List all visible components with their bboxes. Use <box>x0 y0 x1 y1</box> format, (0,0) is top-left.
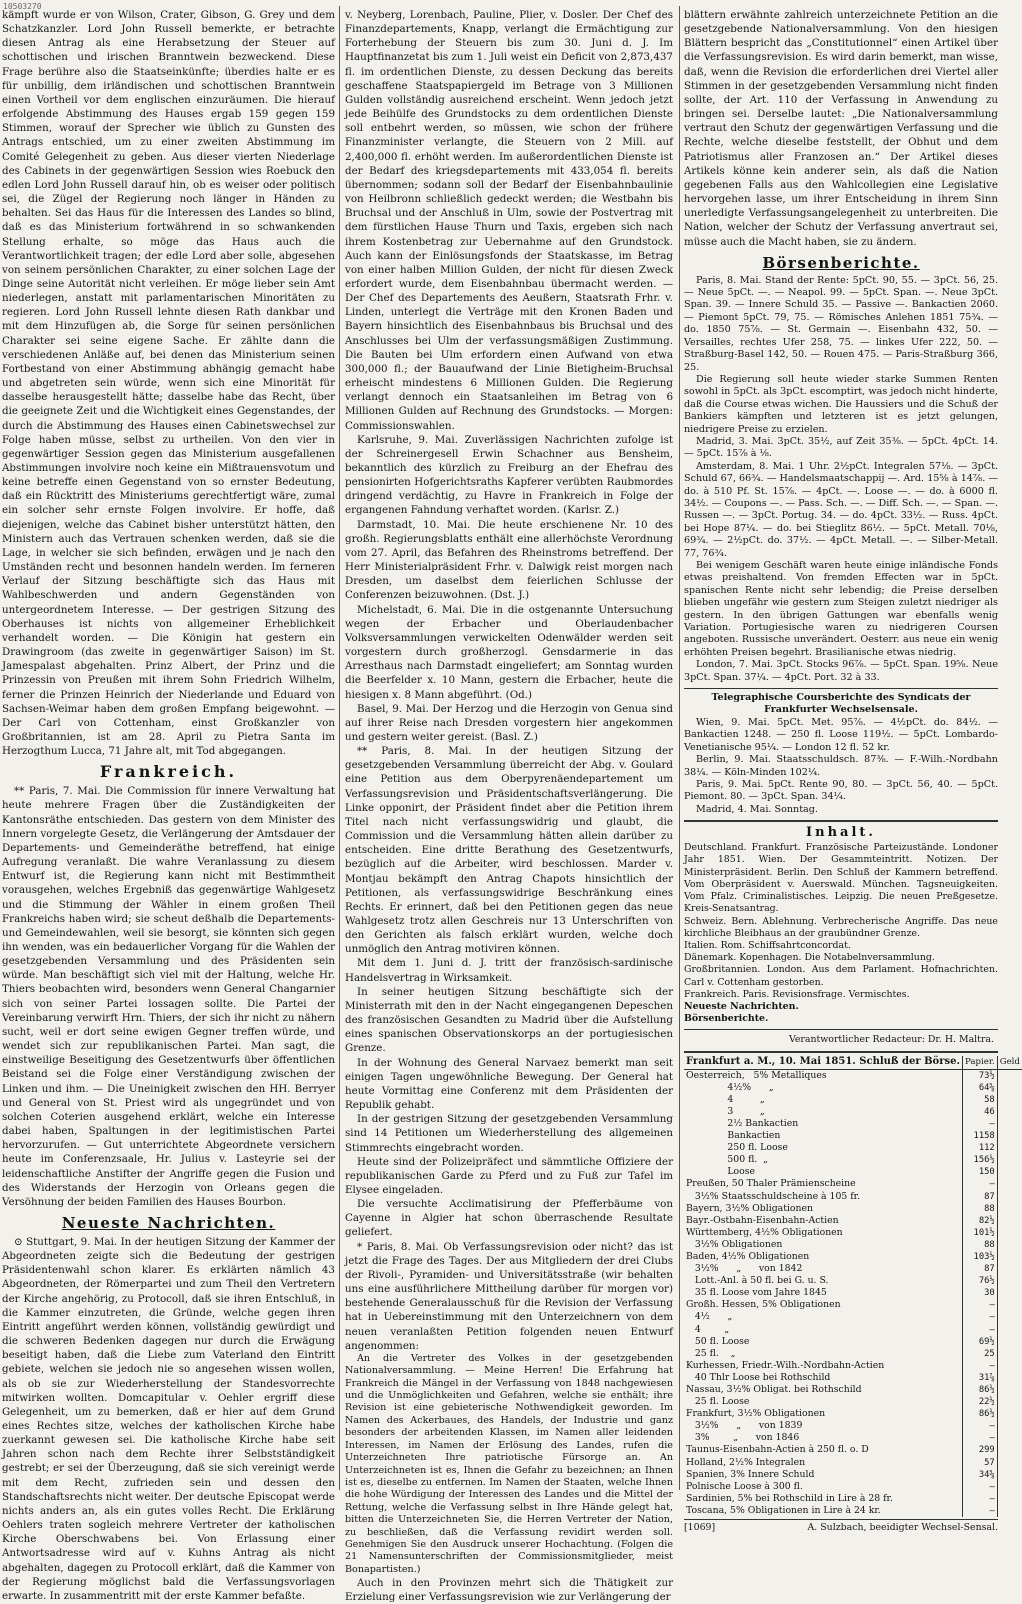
exchange-row-papier: 103½ <box>962 1251 997 1263</box>
article-paris-narvaez: In der Wohnung des General Narvaez bemerkt man seit einigen Tagen ungewöhnliche Bewegung. Der General hat heute Vormittag eine Conferenz mit dem Präsidenten der Republik gehabt. <box>345 1056 673 1112</box>
contents-deutschland: Deutschland. Frankfurt. Französische Parteizustände. Londoner Jahr 1851. Wien. Der Gesammteintritt. Notizen. Der Ministerpräsident. Berlin. Den Schluß der Kammern betreffend. Vom Oberpräsident v. Auerswald. München. Tagsneuigkeiten. Vom Pfalz. Criminalistisches. Leipzig. Die neuen Preßgesetze. Kreis-Senatsantrag. <box>684 842 998 915</box>
exchange-row-geld <box>997 1275 1022 1287</box>
exchange-row-label: 4 „ <box>686 1093 765 1105</box>
exchange-row-label: Großh. Hessen, 5% Obligationen <box>686 1299 841 1311</box>
contents-boerse: Börsenberichte. <box>684 1013 769 1025</box>
exchange-row-label: Toscana, 5% Obligationen in Lire à 24 kr. <box>686 1504 881 1516</box>
exchange-row-geld <box>997 1360 1022 1372</box>
exchange-row-label: 3½% „ von 1842 <box>686 1263 803 1275</box>
exchange-row-papier: 30 <box>962 1287 997 1299</box>
exchange-row-papier: 86½ <box>962 1408 997 1420</box>
exchange-row-geld <box>997 1444 1022 1456</box>
exchange-row <box>684 1227 1022 1239</box>
exchange-row-geld <box>997 1215 1022 1227</box>
exchange-row-papier: 58 <box>962 1094 997 1106</box>
exchange-row <box>684 1360 1022 1372</box>
exchange-row-geld <box>997 1251 1022 1263</box>
exchange-row-papier: 88 <box>962 1239 997 1251</box>
article-paris-ministerrath: In seiner heutigen Sitzung beschäftigte sich der Ministerrath mit den in der Nacht eingegangenen Depeschen des französischen Gesandten zu Madrid über die Aufstellung eines spanischen Observationskorps an der portugiesischen Grenze. <box>345 985 673 1055</box>
exchange-row-papier: 150 <box>962 1166 997 1178</box>
exchange-row-papier: 82½ <box>962 1215 997 1227</box>
article-petition-text: An die Vertreter des Volkes in der gesetzgebenden Nationalversammlung. — Meine Herren! Die Erfahrung hat Frankreich die Mängel in der Verfassung von 1848 nachgewiesen und die Unmöglichkeiten und Gefahren, welche sie enthält; ihre Revision ist eine gebieterische Nothwendigkeit geworden. Im Namen des Ackerbaues, des Handels, der Industrie und ganz besonders der arbeitenden Klassen, im Namen aller leidenden Interessen, im Namen der Erlösung des Landes, rufen die Unterzeichneten Ihre patriotische Fürsorge an. An Unterzeichneten ist es, Ihnen die Gefahr zu bezeichnen; an Ihnen ist es, dieselbe zu entfernen. Im Namen der Staaten, welche Ihnen die hohe Würdigung der Interessen des Landes und die Mittel der Rettung, welche die Verfassung selbst in Ihre Hände gelegt hat, bitten die Unterzeichneten Sie, die Herren Vertreter der Nation, zu beschließen, daß die Verfassung revidirt werden soll. Genehmigen Sie den Ausdruck unserer Hochachtung. (Folgen die 21 Namensunterschriften der Commissionsmitglieder, meist Bonapartisten.) <box>345 1352 673 1575</box>
exchange-row-geld <box>997 1372 1022 1384</box>
divider <box>684 1051 998 1053</box>
exchange-row-label: Preußen, 50 Thaler Prämienscheine <box>686 1178 856 1190</box>
exchange-row <box>684 1275 1022 1287</box>
footer-number: [1069] <box>684 1522 716 1534</box>
exchange-row-papier: 46 <box>962 1106 997 1118</box>
exchange-row <box>684 1469 1022 1481</box>
exchange-row-geld <box>997 1299 1022 1311</box>
exchange-row-geld <box>997 1324 1022 1336</box>
exchange-row <box>684 1215 1022 1227</box>
exchange-row-papier: — <box>962 1299 997 1311</box>
exchange-row-label: Württemberg, 4½% Obligationen <box>686 1226 843 1238</box>
exchange-row-geld <box>997 1227 1022 1239</box>
exchange-row-label: 4½% „ <box>686 1081 774 1093</box>
contents-heading: Inhalt. <box>806 825 876 841</box>
exchange-row-papier: 22½ <box>962 1396 997 1408</box>
exchange-row <box>684 1299 1022 1311</box>
exchange-row-label: Loose <box>686 1166 756 1178</box>
exchange-row-geld <box>997 1082 1022 1094</box>
article-england-parliament: kämpft wurde er von Wilson, Crater, Gibson, G. Grey und dem Schatzkanzler. Lord John Russell bemerkte, er betrachte diesen Antrag als eine Herabsetzung der Steuer auf schottischen und irischen Branntwein bezweckend. Diese Frage berühre also die Staatseinkünfte; überdies halte er es für unbillig, dem irländischen und schottischen Branntwein einen Vortheil vor dem englischen einzuräumen. Die hierauf erfolgende Abstimmung des Hauses ergab 159 gegen 159 Stimmen, worauf der Sprecher wie üblich zu Gunsten des Antrags entschied, um zu einer zweiten Abstimmung im Comité Gelegenheit zu geben. Aus dieser vierten Niederlage des Cabinets in der gegenwärtigen Session wies Roebuck den edlen Lord John Russell darauf hin, ob es weiser oder politisch sei, die Zügel der Regierung noch länger in Händen zu behalten. Sei das Haus für die Interessen des Landes so blind, daß es das Ministerium fortwährend in so schwankenden Stellung erhalte, so möge das Haus auch die Verantwortlichkeit tragen; der edle Lord aber solle, abgesehen von seinem persönlichen Charakter, zu einer solchen Lage der Dinge seine Autorität nicht verleihen. Er möge lieber sein Amt niederlegen, anstatt mit parlamentarischen Minoritäten zu regieren. Lord John Russell lehnte diesen Rath dankbar und mit dem Hinzufügen ab, die Sorge für seinen persönlichen Charakter sei seine eigene Sache. Er zählte dann die verschiedenen Anläße auf, bei denen das Ministerium seinen Fortbestand von einer Abstimmung abhängig gemacht habe und abgetreten sein würde, wenn sich eine Minorität für dasselbe herausgestellt hätte; dasselbe habe das Recht, über die geeignete Zeit und die Wichtigkeit eines Gegenstandes, der durch die Abstimmung des Hauses einen Cabinetswechsel zur Folge haben müsse, selbst zu urtheilen. Von den vier in gegenwärtiger Session gegen das Ministerium ausgefallenen Abstimmungen involvire noch keine ein Mißtrauensvotum und keine betreffe einen Gegenstand von so ernster Bedeutung, daß ein Rücktritt des Ministeriums gerechtfertigt wäre, zumal ein solcher sehr ernste Folgen involvire. Er hoffe, daß diejenigen, welche das Cabinet bisher unterstützt hätten, den Ministern auch das Vertrauen schenken werden, daß sie die Lage, in welcher sie sich befinden, erwägen und je nach den Umständen recht und besonnen handeln werden. Im ferneren Verlauf der Sitzung beschäftigte sich das Haus mit Wahlbeschwerden und andern Gegenständen von untergeordnetem Interesse. — Der gestrigen Sitzung des Oberhauses ist nichts von allgemeiner Erheblichkeit verhandelt worden. — Die Königin hat gestern ein Drawingroom (das zweite in gegenwärtiger Saison) im St. Jamespalast abgehalten. Prinz Albert, der Prinz und die Prinzessin von Preußen mit ihrem Sohn Friedrich Wilhelm, ferner die Prinzen Heinrich der Niederlande und Eduard von Sachsen-Weimar haben dem großen Empfang beigewohnt. — Der Carl von Cottenham, einst Großkanzler von Großbritannien, ist am 28. April zu Pietra Santa im Herzogthum Lucca, 71 Jahre alt, mit Tod abgegangen. <box>2 9 335 758</box>
exchange-row-label: Taunus-Eisenbahn-Actien à 250 fl. o. D <box>686 1444 869 1456</box>
exchange-row-geld <box>997 1263 1022 1275</box>
exchange-row <box>684 1311 1022 1323</box>
exchange-row-geld <box>997 1408 1022 1420</box>
contents-italien: Italien. Rom. Schiffsahrtconcordat. <box>684 939 851 951</box>
exchange-row-geld <box>997 1493 1022 1505</box>
exchange-row-geld <box>997 1396 1022 1408</box>
exchange-row-label: 35 fl. Loose vom Jahre 1845 <box>686 1287 827 1299</box>
column-rule <box>339 6 340 1490</box>
exchange-row-geld <box>997 1384 1022 1396</box>
exchange-row-label: 3% „ von 1846 <box>686 1432 800 1444</box>
exchange-row-papier: 87 <box>962 1191 997 1203</box>
exchange-row-label: Sardinien, 5% bei Rothschild in Lire à 28 fr. <box>686 1492 893 1504</box>
exchange-row-label: 2½ Bankactien <box>686 1117 799 1129</box>
divider <box>684 688 998 689</box>
exchange-row-papier: — <box>962 1311 997 1323</box>
exchange-row-label: 4 „ <box>686 1323 730 1335</box>
exchange-row-papier: 299 <box>962 1444 997 1456</box>
exchange-row-geld <box>997 1178 1022 1190</box>
exchange-paris: Paris, 8. Mai. Stand der Rente: 5pCt. 90, 55. — 3pCt. 56, 25. — Neue 5pCt. —. — Neapol. 99. — 5pCt. Span. —. Neue 3pCt. Span. 39. — Innere Schuld 35. — Passive —. Bankactien 2060. — Piemont 5pCt. 79, 75. — Römisches Anlehen 1851 75¾. — do. 1850 75⅞. — St. Germain —. Eisenbahn 432, 50. — Versailles, rechtes Ufer 258, 75. — linkes Ufer 222, 50. — Straßburg-Basel 142, 50. — Rouen 475. — Paris-Straßburg 366, 25. <box>684 274 998 373</box>
exchange-row <box>684 1251 1022 1263</box>
exchange-row-geld <box>997 1505 1022 1517</box>
telegraph-madrid: Madrid, 4. Mai. Sonntag. <box>696 803 818 815</box>
section-heading-boersenberichte: Börsenberichte. <box>762 253 920 272</box>
telegraph-wien: Wien, 9. Mai. 5pCt. Met. 95⅞. — 4½pCt. do. 84½. — Bankactien 1248. — 250 fl. Loose 119½. — 5pCt. Lombardo-Venetianische 95¼. — London 12 fl. 52 kr. <box>684 716 998 753</box>
exchange-row-papier: 64⅝ <box>962 1082 997 1094</box>
contents-daenemark: Dänemark. Kopenhagen. Die Notabelnversammlung. <box>684 952 935 964</box>
exchange-row <box>684 1142 1022 1154</box>
exchange-row-geld <box>997 1191 1022 1203</box>
exchange-row-geld <box>997 1239 1022 1251</box>
contents-grossbritannien: Großbritannien. London. Aus dem Parlament. Hofnachrichten. Carl v. Cottenham gestorben. <box>684 964 998 988</box>
article-paris-revision: * Paris, 8. Mai. Ob Verfassungsrevision oder nicht? das ist jetzt die Frage des Tages. Der aus Mitgliedern der drei Clubs der Rivoli-, Pyramiden- und Universitätsstraße (wir behalten uns eine ausführlichere Mittheilung darüber für morgen vor) bestehende Generalausschuß für die Revision der Verfassung hat in Uebereinstimmung mit den Unterzeichnern von dem neuen veranlaßten Petition folgenden neuen Entwurf angenommen: <box>345 1240 673 1352</box>
footer-sensal: A. Sulzbach, beeidigter Wechsel-Sensal. <box>807 1522 998 1534</box>
exchange-row-papier: — <box>962 1432 997 1444</box>
exchange-table-body <box>684 1069 1022 1517</box>
exchange-row-label: 25 fl. Loose <box>686 1396 750 1408</box>
exchange-row-papier: 87 <box>962 1263 997 1275</box>
divider <box>684 1029 998 1030</box>
exchange-row-geld <box>997 1130 1022 1142</box>
exchange-row-papier: — <box>962 1493 997 1505</box>
exchange-row-papier: 156½ <box>962 1154 997 1166</box>
exchange-row-papier: 86½ <box>962 1384 997 1396</box>
exchange-row-papier: 1158 <box>962 1130 997 1142</box>
exchange-row-papier: 101½ <box>962 1227 997 1239</box>
exchange-madrid: Madrid, 3. Mai. 3pCt. 35½, auf Zeit 35⅜. — 5pCt. 4pCt. 14. — 5pCt. 15⅞ à ⅛. <box>684 435 998 460</box>
exchange-row-label: Polnische Loose à 300 fl. <box>686 1480 803 1492</box>
exchange-row-label: Kurhessen, Friedr.-Wilh.-Nordbahn-Actien <box>686 1359 885 1371</box>
editor-line: Verantwortlicher Redacteur: Dr. H. Maltra. <box>788 1034 994 1046</box>
exchange-london: London, 7. Mai. 3pCt. Stocks 96⅞. — 5pCt. Span. 19⅝. Neue 3pCt. Span. 37¼. — 4pCt. Port. 32 à 33. <box>684 659 998 683</box>
exchange-row-label: Lott.-Anl. à 50 fl. bei G. u. S. <box>686 1275 829 1287</box>
article-paris-constitutionnel: blättern erwähnte zahlreich unterzeichnete Petition an die gesetzgebende Nationalversammlung. Von den hiesigen Blättern bespricht das „Constitutionnel“ einen Artikel über die Verfassungsrevision. Es wird darin bemerkt, man wisse, daß, wenn die Revision die erforderlichen drei Viertel aller Stimmen in der gesetzgebenden Versammlung nicht finden sollte, der Art. 110 der Verfassung in Anwendung zu bringen sei. Derselbe lautet: „Die Nationalversammlung vertraut den Schutz der gegenwärtigen Verfassung und die Rechte, welche dieselbe feststellt, der Obhut und dem Patriotismus aller Franzosen an.“ Der Artikel dieses Artikels könne kein anderer sein, als daß die Nation gegebenen Falls aus den Wahlcollegien eine Legislative hervorgehen lasse, um ihrer Entscheidung in ihrem Sinn unerledigte Verfassungsangelegenheit zu unterbreiten. Die Nation, welcher der Schutz der Verfassung anvertraut sei, müsse auch die Macht haben, sie zu ändern. <box>684 9 998 248</box>
telegraph-berlin: Berlin, 9. Mai. Staatsschuldsch. 87⅜. — F.-Wilh.-Nordbahn 38¼. — Köln-Minden 102¼. <box>684 754 998 778</box>
article-darmstadt: Darmstadt, 10. Mai. Die heute erschienene Nr. 10 des großh. Regierungsblatts enthält eine allerhöchste Verordnung vom 27. April, das Befahren des Rheinstroms betreffend. Der Herr Ministerialpräsident Frhr. v. Dalwigk reist morgen nach Dresden, um daselbst dem feierlichen Schlusse der Conferenzen beizuwohnen. (Dst. J.) <box>345 518 673 602</box>
exchange-row <box>684 1493 1022 1505</box>
exchange-row <box>684 1372 1022 1384</box>
exchange-row-label: Spanien, 3% Innere Schuld <box>686 1468 815 1480</box>
exchange-row-label: Bankactien <box>686 1130 781 1142</box>
contents-schweiz: Schweiz. Bern. Ablehnung. Verbrecherische Angriffe. Das neue kirchliche Bleibhaus an der graubündner Grenze. <box>684 915 998 939</box>
exchange-row-geld <box>997 1106 1022 1118</box>
exchange-row-geld <box>997 1203 1022 1215</box>
exchange-row-label: 3½% Obligationen <box>686 1238 783 1250</box>
article-karlsruhe: Karlsruhe, 9. Mai. Zuverlässigen Nachrichten zufolge ist der Schreinergesell Erwin Schachner aus Bensheim, bekanntlich des kürzlich zu Freiburg an der Ehefrau des pensionirten Hofgerichtsraths Kapferer verübten Raubmordes dringend verdächtig, zu Havre in Frankreich in Folge der ergangenen Fahndung verhaftet worden. (Karlsr. Z.) <box>345 433 673 517</box>
exchange-row-label: Bayern, 3½% Obligationen <box>686 1202 813 1214</box>
exchange-row-papier: 25 <box>962 1348 997 1360</box>
exchange-row-geld <box>997 1348 1022 1360</box>
exchange-row <box>684 1396 1022 1408</box>
exchange-row-geld <box>997 1420 1022 1432</box>
exchange-row-papier: — <box>962 1178 997 1190</box>
exchange-row-papier: 112 <box>962 1142 997 1154</box>
article-michelstadt: Michelstadt, 6. Mai. Die in die ostgenannte Untersuchung wegen der Erbacher und Oberlaudenbacher Volksversammlungen verwickelten Odenwälder werden seit vorgestern durch großherzogl. Gensdarmerie in das Arresthaus nach Darmstadt eingeliefert; am Sonntag wurden die Beerfelder x. 10 Mann, gestern die Erbacher, heute die hiesigen x. 8 Mann abgeführt. (Od.) <box>345 603 673 701</box>
exchange-row <box>684 1457 1022 1469</box>
exchange-row-label: 40 Thlr Loose bei Rothschild <box>686 1371 831 1383</box>
exchange-row-geld <box>997 1469 1022 1481</box>
exchange-row-papier: 34⅝ <box>962 1469 997 1481</box>
exchange-row-geld <box>997 1336 1022 1348</box>
exchange-row-geld <box>997 1457 1022 1469</box>
exchange-row-geld <box>997 1094 1022 1106</box>
exchange-row-label: 3½% „ von 1839 <box>686 1420 803 1432</box>
exchange-row <box>684 1432 1022 1444</box>
article-paris-8-mai: ** Paris, 8. Mai. In der heutigen Sitzung der gesetzgebenden Versammlung überreicht der Abg. v. Goulard eine Petition aus dem Oberpyrenäendepartement um Verfassungsrevision und Präsidentschaftsverlängerung. Die Linke opponirt, der Präsident findet aber die Petition ihrem Titel nach nicht verfassungswidrig und glaubt, die Commission und die Versammlung hätten allein darüber zu entscheiden. Eine dritte Berathung des Gesetzentwurfs, bezüglich auf die Arbeiter, wird beschlossen. Marder v. Montjau bekämpft den Antrag Chapots hinsichtlich der Petitionen, als verfassungswidrige Beschränkung eines Rechts. Er erinnert, daß bei den Petitionen gegen das neue Wahlgesetz trotz allen Geschreis nur 13 Unterschriften von den Gerichten als falsch erklärt wurden, welche doch unmöglich den Antrag motiviren können. <box>345 745 673 956</box>
exchange-row <box>684 1324 1022 1336</box>
exchange-footer <box>684 1519 998 1535</box>
exchange-row-geld <box>997 1166 1022 1178</box>
exchange-row-label: 4½ „ <box>686 1311 733 1323</box>
exchange-row-label: 250 fl. Loose <box>686 1142 788 1154</box>
section-heading-neueste-nachrichten: Neueste Nachrichten. <box>61 1213 276 1232</box>
exchange-paris-comment: Die Regierung soll heute wieder starke Summen Renten sowohl in 5pCt. als 3pCt. escomptirt, was jedoch nicht hinderte, daß die Course etwas wichen. Die Haussiers und die Schuß der Bankiers kämpften und letzteren ist es jetzt gelungen, niedrigere Preise zu erzielen. <box>684 373 998 435</box>
article-basel: Basel, 9. Mai. Der Herzog und die Herzogin von Genua sind auf ihrer Reise nach Dresden vorgestern hier angekommen und gestern weiter gereist. (Basl. Z.) <box>345 702 673 743</box>
exchange-row-geld <box>997 1432 1022 1444</box>
exchange-row <box>684 1191 1022 1203</box>
article-provinzen: Auch in den Provinzen mehrt sich die Thätigkeit zur Erzielung einer Verfassungsrevision wie zur Verlängerung der <box>345 1577 673 1604</box>
exchange-row <box>684 1336 1022 1348</box>
column-left <box>2 8 335 1602</box>
exchange-row <box>684 1263 1022 1275</box>
exchange-row <box>684 1203 1022 1215</box>
exchange-table-title: Frankfurt a. M., 10. Mai 1851. Schluß der Börse. <box>684 1056 962 1069</box>
divider <box>684 820 998 822</box>
exchange-row-papier: — <box>962 1324 997 1336</box>
exchange-row <box>684 1384 1022 1396</box>
exchange-row-papier: — <box>962 1118 997 1130</box>
telegraph-heading: Telegraphische Coursberichte des Syndicats der Frankfurter Wechselsensale. <box>711 692 971 716</box>
column-middle <box>345 8 673 1604</box>
exchange-row-label: 50 fl. Loose <box>686 1335 750 1347</box>
article-stuttgart-continued: v. Neyberg, Lorenbach, Pauline, Plier, v. Dosler. Der Chef des Finanzdepartements, Knapp, verlangt die Ermächtigung zur Forterhebung der Steuern bis zum 30. Juni d. J. Im Hauptfinanzetat bis zum 1. Juli weist ein Deficit von 2,873,437 fl. im ordentlichen Dienste, zu dessen Deckung das bereits geschaffene Staatspapiergeld im Betrage von 3 Millionen Gulden vollständig ausreichend erscheint. Wenn jedoch jetzt jede Beihülfe des Grundstocks zu dem ordentlichen Dienste soll entbehrt werden, so müssen, wie schon der frühere Finanzminister verlangte, die Steuern von 2 Mill. auf 2,400,000 fl. erhöht werden. Im außerordentlichen Dienste ist der Bedarf des kriegsdepartements mit 433,054 fl. bereits übernommen; sodann soll der Bedarf der Eisenbahnbaulinie von Heilbronn schließlich gedeckt werden; die Westbahn bis Bruchsal und der Anschluß in Ulm, sowie der Postvertrag mit dem fürstlichen Hause Thurn und Taxis, ergeben sich nach ihrem Kostenbetrag zur Uebernahme auf den Grundstock. Auch kann der Einlösungsfonds der Staatskasse, im Betrag von einer halben Million Gulden, der nicht für diesen Zweck erfordert wurde, dem Eisenbahnbau übermacht werden. — Der Chef des Departements des Aeußern, Staatsrath Frhr. v. Linden, unterlegt die Verträge mit den Kronen Baden und Bayern hinsichtlich des Eisenbahnbaus bis Bruchsal und des Anschlusses bei Ulm der verfassungsmäßigen Zustimmung. Die Bauten bei Ulm erfordern einen Aufwand von etwa 300,000 fl.; der Bauaufwand der Linie Bietigheim-Bruchsal erheischt mindestens 6 Millionen Gulden. Die Regierung verlangt dennoch ein Staatsanleihen im Betrag von 6 Millionen Gulden auf Rechnung des Grundstocks. — Morgen: Commissionswahlen. <box>345 9 673 432</box>
column-rule <box>679 6 680 1490</box>
exchange-row-papier: 57 <box>962 1457 997 1469</box>
article-paris-petitionen: In der gestrigen Sitzung der gesetzgebenden Versammlung sind 14 Petitionen um Wiederherstellung des allgemeinen Stimmrechts eingebracht worden. <box>345 1113 673 1154</box>
exchange-row <box>684 1069 1022 1082</box>
exchange-row-geld <box>997 1287 1022 1299</box>
exchange-row <box>684 1444 1022 1456</box>
column-right <box>684 8 1020 1534</box>
exchange-row-label: Baden, 4½% Obligationen <box>686 1250 810 1262</box>
exchange-row-geld <box>997 1118 1022 1130</box>
exchange-row <box>684 1118 1022 1130</box>
exchange-row-papier: 88 <box>962 1203 997 1215</box>
article-stuttgart-9-mai: ⊙ Stuttgart, 9. Mai. In der heutigen Sitzung der Kammer der Abgeordneten zeigte sich die Bedeutung der gestrigen Präsidentenwahl schon klarer. Es erklärten nämlich 43 Abgeordneten, der Römerpartei und zum Theil den Vertretern der Kirche angehörig, zu Protocoll, daß sie ihren Entschluß, in die Kammer einzutreten, die Gründe, welche gegen ihren Eintritt angeführt werden können, vollständig gewürdigt und die schweren Bedenken dagegen nur durch die Erwägung beseitigt haben, daß die Liebe zum Vaterland den Eintritt gebiete, welchen sie jedoch nie so angesehen wissen wollen, als ob sie zur Wiederherstellung der Standesvorrechte mitwirken wollten. Domcapitular v. Oehler ergriff diese Gelegenheit, um zu bemerken, daß er hier auf dem Grund eines Rechtes sitze, welches der katholischen Kirche habe zuerkannt gewesen sei. Die katholische Kirche habe seit Jahren schon nach dem Rechte ihrer Selbstständigkeit gestrebt; er sei der Überzeugung, daß sie sich vereinigt werde mit dem Recht, zufrieden sein und dessen den Standschaftsrechts nicht weiter. Der deutsche Episcopat werde nichts anders an, als ein gutes volles Recht. Die Erklärung Oehlers traten sogleich mehrere Vertreter der katholischen Kirche Oberschwabens bei. Von Erlassung einer Antwortsadresse wird auf v. Kuhns Antrag als nicht abgehalten, dagegen zu Protocoll erklärt, daß die Kammer von der Regierung möglichst bald die Verfassungsvorlagen erwarte. In zusammentritt mit der erste Kammer befaßte. <box>2 1235 335 1602</box>
exchange-row <box>684 1130 1022 1142</box>
exchange-row-label: 500 fl. „ <box>686 1154 768 1166</box>
exchange-row-papier: 69½ <box>962 1336 997 1348</box>
sheet-id: 10503270 <box>3 2 42 11</box>
exchange-row-papier: — <box>962 1420 997 1432</box>
exchange-row <box>684 1094 1022 1106</box>
article-paris-elysee: Heute sind der Polizeipräfect und sämmtliche Offiziere der republikanischen Garde zu Pferd und zu Fuß zur Tafel im Elysee eingeladen. <box>345 1155 673 1196</box>
exchange-row <box>684 1420 1022 1432</box>
exchange-row <box>684 1287 1022 1299</box>
exchange-row-geld <box>997 1154 1022 1166</box>
exchange-row-label: 3½% Staatsschuldscheine à 105 fr. <box>686 1190 861 1202</box>
exchange-row <box>684 1481 1022 1493</box>
article-paris-7-mai: ** Paris, 7. Mai. Die Commission für innere Verwaltung hat heute mehrere Fragen über die Zuständigkeiten der Kantonsräthe entschieden. Das gestern von dem Minister des Innern vorgelegte Gesetz, die Verlängerung der Amtsdauer der Departements- und Gemeinderäthe betreffend, hat einige Aufregung veranlaßt. Die wahre Veranlassung zu diesem Entwurf ist, die Regierung kann nicht mit Bestimmtheit vorausgehen, welches Ergebniß das gegenwärtige Wahlgesetz und die Stimmung der Wähler in einem großen Theil Frankreichs haben wird; sie scheut deßhalb die Departements- und Gemeindewahlen, weil sie besorgt, sie könnten sich gegen ihn wenden, was ein bedauerlicher Vorgang für die Wahlen der gesetzgebenden Versammlung und des Präsidenten sein würde. Man beschäftigt sich viel mit der Haltung, welche Hr. Thiers beobachten wird, besonders wenn General Changarnier sich von seiner Partei lossagen sollte. Die Partei der Vereinbarung verwirft Hrn. Thiers, der sich ihr nicht zu nähern sucht, weil er dort seine ewigen Gegner treffen würde, und wendet sich zur republikanischen Partei. Man sagt, die einstweilige Beseitigung des Gesetzentwurfs über öffentlichen Beistand sei die Folge einer Verständigung zwischen der Linken und ihm. — Die Uneinigkeit zwischen den HH. Berryer und General von St. Priest wird als ungegründet und von solchen Coterien ausgehend erklärt, welche ein Interesse dabei haben, Spaltungen in der legitimistischen Partei hervorzurufen. — Gut unterrichtete Abgeordnete versichern heute im Conferenzsaale, Hr. Julius v. Lasteyrie sei der leidenschaftliche Anstifter der Angriffe gegen die Fusion und des Widerstands der Herzogin von Orleans gegen die Versöhnung der beiden Familien des Hauses Bourbon. <box>2 785 335 1208</box>
exchange-row-papier: 31⅞ <box>962 1372 997 1384</box>
exchange-row-papier: — <box>962 1360 997 1372</box>
exchange-row <box>684 1166 1022 1178</box>
article-paris-handelsvertrag: Mit dem 1. Juni d. J. tritt der französisch-sardinische Handelsvertrag in Wirksamkeit. <box>345 957 673 984</box>
exchange-row-label: 3 „ <box>686 1105 765 1117</box>
contents-neueste: Neueste Nachrichten. <box>684 1000 799 1012</box>
article-paris-pfefferbaeume: Die versuchte Acclimatisirung der Pfefferbäume von Cayenne in Algier hat schon überraschende Resultate geliefert. <box>345 1198 673 1239</box>
exchange-amsterdam: Amsterdam, 8. Mai. 1 Uhr. 2½pCt. Integralen 57⅛. — 3pCt. Schuld 67, 66¾. — Handelsmaatschappij —. Ard. 15⅝ à 14⅞. — do. à 510 Pf. St. 15⅞. — 4pCt. —. Loose —. — do. à 6000 fl. 34½. — Coupons —. — Pass. Sch. —. — Diff. Sch. —. — Span. —. Russen —. — 3pCt. Portug. 34. — do. 4pCt. 33½. — Russ. 4pCt. bei Hope 87¼. — do. bei Stieglitz 86½. — 5pCt. Metall. 70⅛, 69¾. — 2½pCt. do. 37½. — 4pCt. Metall. —. — Silber-Metall. 77, 76¾. <box>684 460 998 559</box>
exchange-row <box>684 1178 1022 1190</box>
exchange-row-papier: — <box>962 1481 997 1493</box>
exchange-table <box>684 1056 1022 1517</box>
exchange-row <box>684 1408 1022 1420</box>
exchange-row-label: 25 fl. „ <box>686 1347 736 1359</box>
exchange-row-papier: 73½ <box>962 1069 997 1082</box>
exchange-row-geld <box>997 1311 1022 1323</box>
exchange-row-geld <box>997 1142 1022 1154</box>
exchange-row <box>684 1154 1022 1166</box>
exchange-row-geld <box>997 1481 1022 1493</box>
exchange-row-label: Nassau, 3½% Obligat. bei Rothschild <box>686 1384 862 1396</box>
contents-frankreich: Frankreich. Paris. Revisionsfrage. Vermischtes. <box>684 988 910 1000</box>
exchange-row-label: Oesterreich, 5% Metalliques <box>686 1069 827 1081</box>
exchange-table-col-geld: Geld <box>997 1056 1022 1069</box>
exchange-row <box>684 1106 1022 1118</box>
exchange-table-col-papier: Papier. <box>962 1056 997 1069</box>
exchange-row-geld <box>997 1069 1022 1082</box>
exchange-row-papier: — <box>962 1505 997 1517</box>
exchange-row-label: Frankfurt, 3½% Obligationen <box>686 1408 826 1420</box>
exchange-row-label: Holland, 2½% Integralen <box>686 1456 806 1468</box>
section-heading-frankreich: Frankreich. <box>99 762 238 782</box>
exchange-row <box>684 1505 1022 1517</box>
exchange-row-label: Bayr.-Ostbahn-Eisenbahn-Actien <box>686 1214 839 1226</box>
exchange-row <box>684 1082 1022 1094</box>
exchange-row <box>684 1239 1022 1251</box>
exchange-row-papier: 76½ <box>962 1275 997 1287</box>
exchange-row <box>684 1348 1022 1360</box>
exchange-amsterdam-comment: Bei wenigem Geschäft waren heute einige inländische Fonds etwas preishaltend. Von fremden Effecten war in 5pCt. spanischen Rente nicht sehr lebendig; die Preise derselben blieben ungefähr wie gestern zum Steigen zuletzt niedriger als gestern. In den übrigen Gattungen war ebenfalls wenig Variation. Portugiesische waren zu niedrigeren Coursen angeboten. Russische unverändert. Oesterr. aus neue ein wenig erhöhten Preisen begehrt. Brasilianische etwas niedrig. <box>684 560 998 658</box>
telegraph-paris: Paris, 9. Mai. 5pCt. Rente 90, 80. — 3pCt. 56, 40. — 5pCt. Piemont. 80. — 3pCt. Span. 34¼. <box>684 778 998 803</box>
